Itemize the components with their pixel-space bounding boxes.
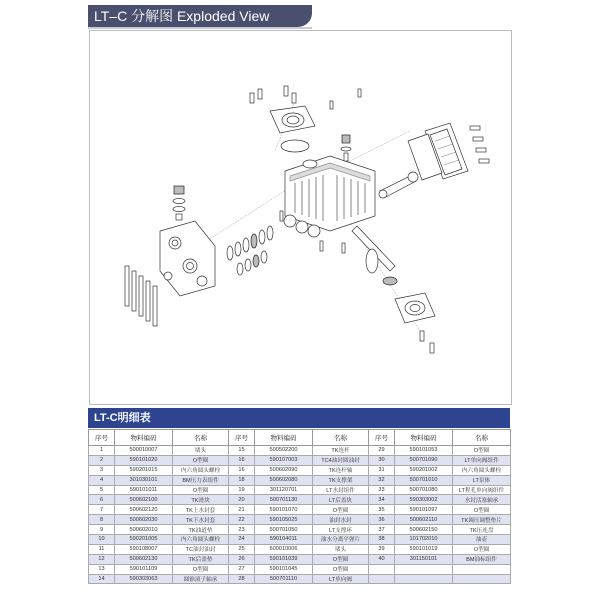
table-cell: O型圈	[453, 446, 511, 456]
connecting-rod	[379, 172, 418, 198]
column-header: 序号	[369, 430, 395, 446]
table-cell: 18	[229, 475, 255, 485]
table-cell: TK下水封套	[173, 515, 229, 525]
table-cell: 22	[229, 515, 255, 525]
table-cell: 20	[229, 495, 255, 505]
table-cell: 590101020	[115, 455, 173, 465]
table-cell: 9	[89, 525, 115, 535]
table-cell: 28	[229, 574, 255, 584]
table-cell: 内六角圆头螺栓	[173, 465, 229, 475]
table-cell: 油封水封	[313, 515, 369, 525]
table-cell: 27	[229, 564, 255, 574]
table-cell: 25	[229, 544, 255, 554]
table-cell: 15	[229, 446, 255, 456]
table-cell: 590105025	[255, 515, 313, 525]
table-cell: 590107003	[255, 455, 313, 465]
table-cell: 500602090	[255, 465, 313, 475]
table-cell: TK压连盘	[453, 525, 511, 535]
table-cell: 3	[89, 465, 115, 475]
parts-table	[88, 429, 511, 584]
table-cell: 500701090	[395, 455, 453, 465]
page-title: LT–C 分解图 Exploded View	[88, 5, 312, 27]
column-header: 名称	[313, 430, 369, 446]
table-cell: LT泵体	[453, 475, 511, 485]
table-cell: 1	[89, 446, 115, 456]
table-cell: 38	[369, 535, 395, 545]
parts-table-title: LT-C明细表	[88, 408, 510, 428]
table-cell: 37	[369, 525, 395, 535]
pressure-gauge-stack	[173, 186, 185, 220]
exploded-view-diagram	[89, 30, 512, 405]
table-cell: 301030101	[115, 475, 173, 485]
table-cell: BM压力表组件	[173, 475, 229, 485]
table-row	[89, 535, 511, 545]
table-cell: 26	[229, 554, 255, 564]
table-row	[89, 515, 511, 525]
column-header: 物料编码	[255, 430, 313, 446]
table-cell: 14	[89, 574, 115, 584]
table-cell: 32	[369, 475, 395, 485]
table-cell: 21	[229, 505, 255, 515]
table-row	[89, 455, 511, 465]
table-cell: 500701130	[255, 495, 313, 505]
table-cell: 油壶	[453, 535, 511, 545]
column-header: 名称	[173, 430, 229, 446]
table-cell: TC油封油封	[173, 544, 229, 554]
table-cell: 23	[229, 525, 255, 535]
table-cell: 590101045	[255, 564, 313, 574]
table-cell: 590101053	[395, 446, 453, 456]
table-cell: TC4油封圆油封	[313, 455, 369, 465]
table-cell: 8	[89, 515, 115, 525]
table-cell: 13	[89, 564, 115, 574]
table-cell: TK连杆轴	[313, 465, 369, 475]
table-cell: 500602010	[115, 525, 173, 535]
table-row	[89, 544, 511, 554]
table-cell: 101702010	[395, 535, 453, 545]
table-cell: 5	[89, 485, 115, 495]
table-cell: 500502200	[255, 446, 313, 456]
table-cell: 6	[89, 495, 115, 505]
top-flange-cover	[250, 86, 317, 168]
table-row	[89, 574, 511, 584]
table-cell: 500602150	[395, 525, 453, 535]
table-cell: 590101039	[255, 554, 313, 564]
table-cell: LT后盖块	[313, 495, 369, 505]
table-cell: 堵头	[313, 544, 369, 554]
table-cell: 10	[89, 535, 115, 545]
table-cell: O型圈	[313, 564, 369, 574]
table-cell: 590101097	[395, 505, 453, 515]
table-cell: 30	[369, 455, 395, 465]
table-cell: 590201002	[395, 465, 453, 475]
table-cell: 500602130	[115, 554, 173, 564]
table-cell: 301120701	[255, 485, 313, 495]
rear-cover	[408, 123, 489, 180]
table-cell: O型圈	[453, 544, 511, 554]
table-cell: TK后盖垫	[173, 554, 229, 564]
oil-cap-parts	[341, 135, 351, 161]
table-row	[89, 505, 511, 515]
table-cell: 590201015	[115, 465, 173, 475]
table-cell: O型圈	[313, 505, 369, 515]
table-cell	[453, 564, 511, 574]
table-cell: 2	[89, 455, 115, 465]
manifold-bolts	[125, 266, 157, 326]
table-cell: 500701080	[395, 485, 453, 495]
table-row	[89, 465, 511, 475]
table-cell: O型圈	[453, 505, 511, 515]
table-cell: 500701050	[255, 525, 313, 535]
table-cell: 301150101	[395, 554, 453, 564]
table-cell: 24	[229, 535, 255, 545]
table-cell: 500010006	[255, 544, 313, 554]
table-cell: LT单向阀组件	[453, 455, 511, 465]
table-cell	[453, 574, 511, 584]
table-cell: 500602100	[115, 495, 173, 505]
table-cell: 590101011	[115, 485, 173, 495]
table-row	[89, 446, 511, 456]
table-cell: LT程孔单向阀组件	[453, 485, 511, 495]
table-cell: 590101070	[255, 505, 313, 515]
table-cell: 590101109	[115, 564, 173, 574]
table-cell: 590104011	[255, 535, 313, 545]
table-cell: 500602030	[115, 515, 173, 525]
table-cell: LT单向阀	[313, 574, 369, 584]
table-cell: 590303002	[395, 495, 453, 505]
table-cell: 31	[369, 465, 395, 475]
table-cell: TK滑块	[173, 495, 229, 505]
table-cell: LT水封组件	[313, 485, 369, 495]
table-cell: TK调压调整垫片	[453, 515, 511, 525]
table-cell: 33	[369, 485, 395, 495]
table-cell	[395, 574, 453, 584]
table-cell: 35	[369, 505, 395, 515]
table-cell: 7	[89, 505, 115, 515]
table-cell	[369, 574, 395, 584]
table-cell: 34	[369, 495, 395, 505]
crankcase-housing	[284, 156, 375, 237]
table-cell: TK连杆	[313, 446, 369, 456]
table-cell: 16	[229, 465, 255, 475]
table-cell: O型圈	[173, 485, 229, 495]
table-cell: O型圈	[173, 455, 229, 465]
table-cell: 19	[229, 485, 255, 495]
column-header: 名称	[453, 430, 511, 446]
table-cell	[369, 564, 395, 574]
table-cell: O型圈	[313, 554, 369, 564]
table-cell: BM油标组件	[453, 554, 511, 564]
table-cell: 590201005	[115, 535, 173, 545]
table-cell: 12	[89, 554, 115, 564]
column-header: 物料编码	[115, 430, 173, 446]
table-cell: 500701110	[255, 574, 313, 584]
table-cell: 油水分离平弹片	[313, 535, 369, 545]
table-cell: 500602110	[395, 515, 453, 525]
table-row	[89, 525, 511, 535]
table-cell: O型圈	[173, 564, 229, 574]
table-cell: 500602120	[115, 505, 173, 515]
table-header-row	[89, 430, 511, 446]
table-cell: TK支撑架	[313, 475, 369, 485]
column-header: 物料编码	[395, 430, 453, 446]
column-header: 序号	[89, 430, 115, 446]
table-row	[89, 564, 511, 574]
pump-head-manifold	[160, 221, 215, 296]
table-cell: 内六角圆头螺栓	[453, 465, 511, 475]
table-cell: 堵头	[173, 446, 229, 456]
table-row	[89, 554, 511, 564]
table-cell: TK油道垫	[173, 525, 229, 535]
piston-seal-stack	[227, 226, 273, 275]
table-cell: 590101019	[395, 544, 453, 554]
table-cell: 圆锥滚子轴承	[173, 574, 229, 584]
table-cell: 水封活塞轴承	[453, 495, 511, 505]
table-cell: LT支撑环	[313, 525, 369, 535]
table-cell: 590303063	[115, 574, 173, 584]
table-cell: 内六角圆头螺栓	[173, 535, 229, 545]
table-cell: TK上水封套	[173, 505, 229, 515]
table-row	[89, 475, 511, 485]
table-cell: 500701010	[395, 475, 453, 485]
table-cell: 500602080	[255, 475, 313, 485]
table-cell: 590108007	[115, 544, 173, 554]
table-cell: 39	[369, 544, 395, 554]
table-cell: 29	[369, 446, 395, 456]
table-cell: 11	[89, 544, 115, 554]
table-row	[89, 485, 511, 495]
table-cell: 16	[229, 455, 255, 465]
crankshaft	[352, 226, 397, 285]
table-cell: 4	[89, 475, 115, 485]
table-cell: 500010007	[115, 446, 173, 456]
table-cell: 36	[369, 515, 395, 525]
table-cell: 40	[369, 554, 395, 564]
table-cell	[395, 564, 453, 574]
table-row	[89, 495, 511, 505]
column-header: 序号	[229, 430, 255, 446]
